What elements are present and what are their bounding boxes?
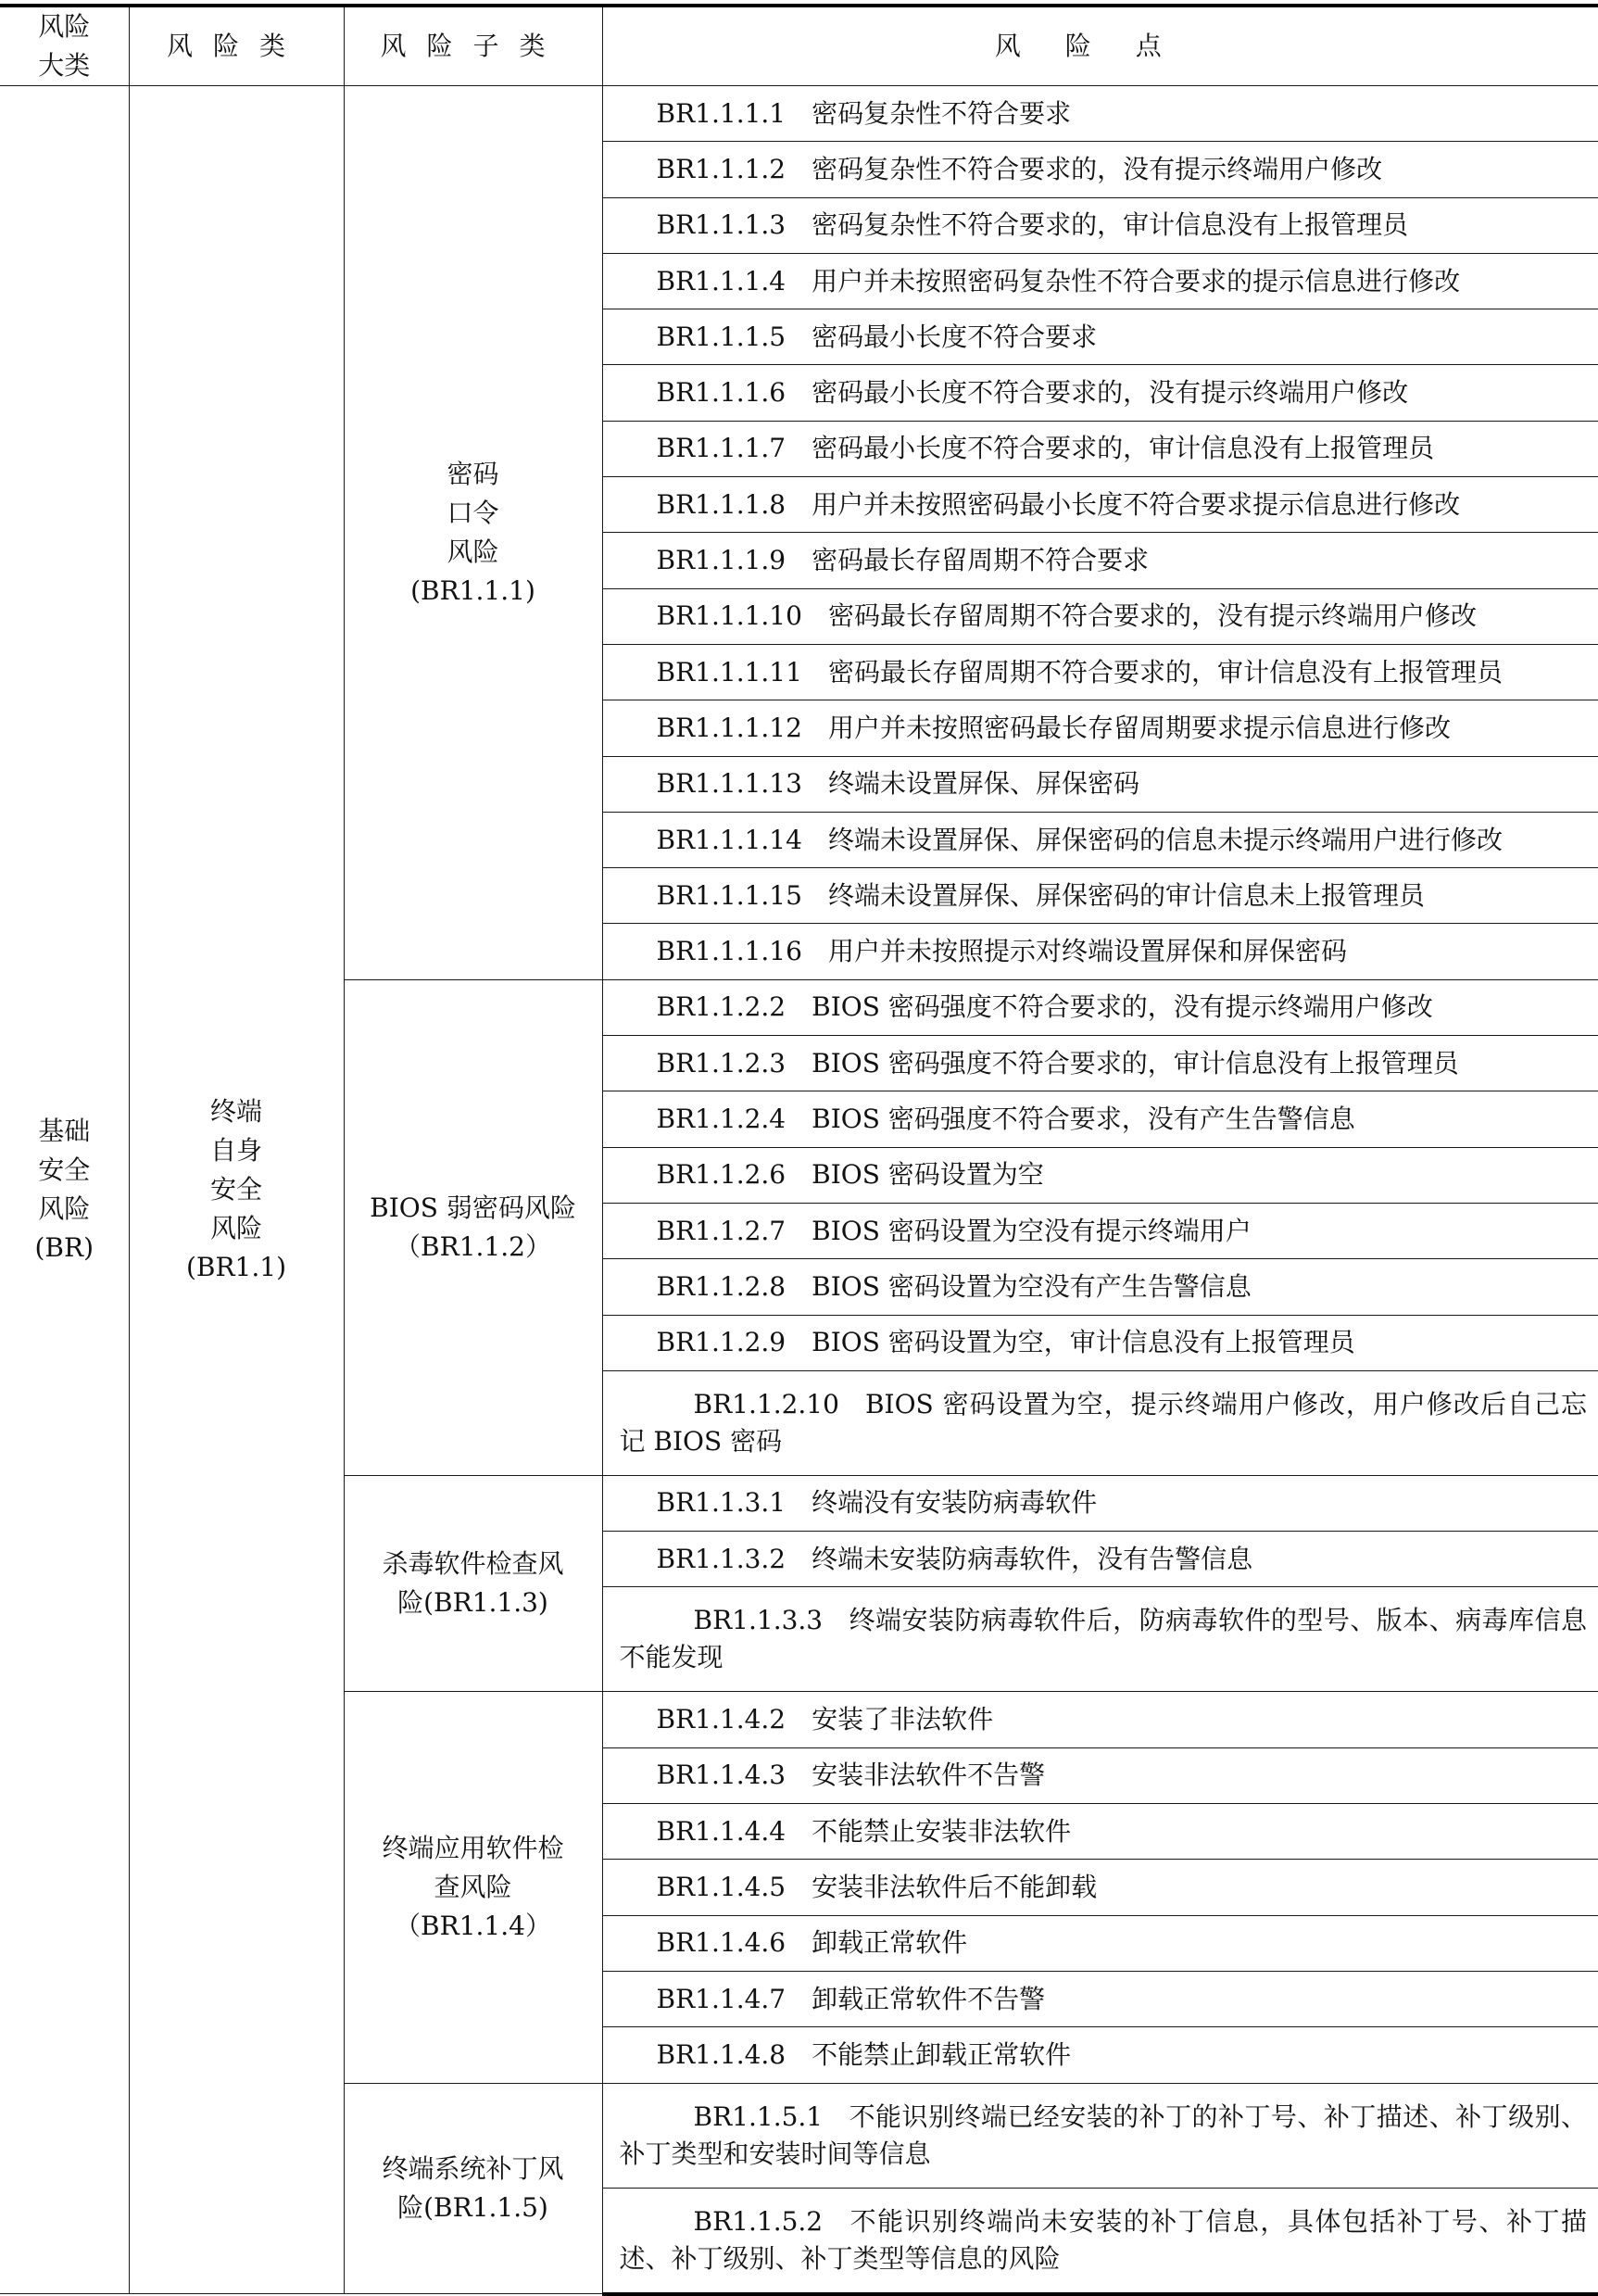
risk-point-cell: [602, 1747, 1598, 1803]
risk-point-text: 不能禁止卸载正常软件: [812, 2038, 1072, 2070]
risk-subclass-cell: 终端系统补丁风 险(BR1.1.5): [344, 2083, 602, 2294]
risk-point-cell: [602, 924, 1598, 979]
risk-point-text: 不能禁止安装非法软件: [812, 1815, 1072, 1847]
risk-point-code: BR1.1.3.3: [693, 1605, 824, 1636]
risk-point-cell: [602, 812, 1598, 867]
table-row: [0, 86, 1598, 142]
risk-point-text: BIOS 密码设置为空，提示终端用户修改，用户修改后自己忘记 BIOS 密码: [619, 1388, 1587, 1457]
risk-point-code: BR1.1.4.8: [656, 2038, 786, 2070]
risk-point-code: BR1.1.1.13: [656, 768, 802, 800]
risk-point-code: BR1.1.1.3: [656, 209, 786, 241]
risk-point-text: BIOS 密码强度不符合要求的，没有提示终端用户修改: [812, 991, 1433, 1023]
risk-point-cell: [602, 1475, 1598, 1531]
risk-point-cell: [602, 868, 1598, 924]
risk-point-code: BR1.1.4.7: [656, 1983, 786, 2014]
risk-point-cell: [602, 1315, 1598, 1370]
risk-point-text: BIOS 密码设置为空没有提示终端用户: [812, 1215, 1252, 1246]
risk-point-text: 终端未设置屏保、屏保密码的信息未提示终端用户进行修改: [827, 824, 1503, 855]
risk-point-code: BR1.1.4.2: [656, 1704, 786, 1735]
risk-point-text: 安装了非法软件: [812, 1704, 994, 1735]
risk-point-code: BR1.1.4.6: [656, 1927, 786, 1959]
risk-point-code: BR1.1.5.1: [693, 2100, 824, 2132]
risk-point-text: 密码最长存留周期不符合要求的，没有提示终端用户修改: [827, 600, 1477, 632]
risk-point-cell: [602, 1915, 1598, 1971]
risk-point-cell: [602, 1587, 1598, 1692]
risk-point-cell: [602, 365, 1598, 421]
risk-point-cell: [602, 142, 1598, 197]
risk-point-cell: [602, 1259, 1598, 1315]
risk-point-code: BR1.1.1.9: [656, 545, 786, 576]
risk-point-cell: [602, 979, 1598, 1035]
risk-point-cell: [602, 1692, 1598, 1747]
risk-point-cell: [602, 700, 1598, 756]
risk-point-text: 密码复杂性不符合要求的，审计信息没有上报管理员: [812, 209, 1409, 241]
risk-point-text: 卸载正常软件不告警: [812, 1983, 1046, 2014]
risk-point-text: BIOS 密码强度不符合要求的，审计信息没有上报管理员: [812, 1047, 1459, 1079]
header-category: 风险 大类: [0, 6, 129, 86]
risk-point-code: BR1.1.3.1: [656, 1487, 786, 1519]
risk-point-text: 用户并未按照密码复杂性不符合要求的提示信息进行修改: [812, 265, 1461, 296]
risk-point-code: BR1.1.1.7: [656, 433, 786, 464]
header-point: 风险点: [602, 6, 1598, 86]
risk-point-code: BR1.1.1.11: [656, 656, 802, 688]
risk-point-code: BR1.1.2.4: [656, 1103, 786, 1134]
risk-point-code: BR1.1.1.6: [656, 377, 786, 409]
risk-subclass-cell: 杀毒软件检查风 险(BR1.1.3): [344, 1475, 602, 1692]
risk-point-code: BR1.1.2.8: [656, 1270, 786, 1302]
risk-point-text: BIOS 密码强度不符合要求，没有产生告警信息: [812, 1103, 1355, 1134]
risk-point-cell: [602, 1971, 1598, 2026]
risk-point-text: 安装非法软件后不能卸载: [812, 1871, 1098, 1902]
risk-point-cell: [602, 477, 1598, 533]
risk-point-text: 密码最小长度不符合要求: [812, 321, 1098, 352]
header-subclass: 风险子类: [344, 6, 602, 86]
risk-point-text: 密码复杂性不符合要求的，没有提示终端用户修改: [812, 153, 1383, 184]
risk-point-code: BR1.1.2.6: [656, 1159, 786, 1191]
risk-point-cell: [602, 197, 1598, 253]
risk-point-cell: [602, 756, 1598, 812]
risk-point-text: 用户并未按照密码最小长度不符合要求提示信息进行修改: [812, 488, 1461, 520]
risk-point-text: BIOS 密码设置为空: [812, 1159, 1044, 1191]
risk-point-cell: [602, 1147, 1598, 1203]
risk-point-code: BR1.1.1.12: [656, 712, 802, 743]
risk-point-cell: [602, 1203, 1598, 1258]
risk-point-text: 终端未设置屏保、屏保密码: [827, 768, 1139, 800]
risk-point-code: BR1.1.4.3: [656, 1760, 786, 1791]
risk-point-cell: [602, 1091, 1598, 1147]
risk-point-code: BR1.1.1.15: [656, 879, 802, 911]
risk-point-code: BR1.1.1.5: [656, 321, 786, 352]
risk-point-text: 不能识别终端尚未安装的补丁信息，具体包括补丁号、补丁描述、补丁级别、补丁类型等信息的风险: [619, 2205, 1587, 2274]
risk-table: [0, 4, 1598, 2296]
risk-point-code: BR1.1.5.2: [693, 2205, 824, 2237]
risk-point-text: 用户并未按照密码最长存留周期要求提示信息进行修改: [827, 712, 1451, 743]
risk-point-cell: [602, 309, 1598, 365]
risk-point-code: BR1.1.4.5: [656, 1871, 786, 1902]
risk-point-cell: [602, 2188, 1598, 2294]
risk-point-code: BR1.1.1.16: [656, 936, 802, 967]
header-class: 风险类: [129, 6, 344, 86]
risk-point-cell: [602, 1370, 1598, 1475]
risk-point-code: BR1.1.4.4: [656, 1815, 786, 1847]
risk-point-code: BR1.1.1.10: [656, 600, 802, 632]
risk-point-cell: [602, 421, 1598, 476]
risk-point-code: BR1.1.2.7: [656, 1215, 786, 1246]
risk-point-text: 卸载正常软件: [812, 1927, 968, 1959]
risk-point-cell: [602, 588, 1598, 644]
risk-point-text: BIOS 密码设置为空没有产生告警信息: [812, 1270, 1252, 1302]
risk-point-cell: [602, 1036, 1598, 1091]
risk-point-code: BR1.1.1.8: [656, 488, 786, 520]
risk-point-cell: [602, 533, 1598, 588]
risk-point-cell: [602, 253, 1598, 309]
risk-point-text: 密码最长存留周期不符合要求: [812, 545, 1150, 576]
risk-point-code: BR1.1.1.2: [656, 153, 786, 184]
risk-point-code: BR1.1.1.1: [656, 97, 786, 129]
risk-point-code: BR1.1.2.10: [693, 1388, 839, 1419]
risk-point-text: 终端没有安装防病毒软件: [812, 1487, 1098, 1519]
risk-subclass-cell: 终端应用软件检 查风险 （BR1.1.4）: [344, 1692, 602, 2083]
risk-point-cell: [602, 86, 1598, 142]
risk-point-text: 密码复杂性不符合要求: [812, 97, 1072, 129]
risk-category-cell: 基础 安全 风险 (BR): [0, 86, 129, 2294]
risk-subclass-cell: BIOS 弱密码风险 （BR1.1.2）: [344, 979, 602, 1475]
risk-subclass-cell: 密码 口令 风险 (BR1.1.1): [344, 86, 602, 980]
risk-point-text: 终端未设置屏保、屏保密码的审计信息未上报管理员: [827, 879, 1425, 911]
risk-point-cell: [602, 2027, 1598, 2083]
risk-point-code: BR1.1.2.3: [656, 1047, 786, 1079]
risk-point-code: BR1.1.1.4: [656, 265, 786, 296]
risk-point-cell: [602, 1532, 1598, 1587]
risk-point-cell: [602, 2083, 1598, 2188]
risk-point-cell: [602, 1804, 1598, 1860]
risk-point-cell: [602, 1860, 1598, 1915]
header-row: [0, 6, 1598, 86]
risk-point-text: 密码最小长度不符合要求的，审计信息没有上报管理员: [812, 433, 1435, 464]
risk-point-text: 安装非法软件不告警: [812, 1760, 1046, 1791]
risk-point-text: 终端未安装防病毒软件，没有告警信息: [812, 1543, 1253, 1574]
risk-point-code: BR1.1.1.14: [656, 824, 802, 855]
risk-point-code: BR1.1.2.9: [656, 1327, 786, 1358]
risk-point-text: 终端安装防病毒软件后，防病毒软件的型号、版本、病毒库信息不能发现: [619, 1605, 1587, 1673]
risk-point-text: 密码最长存留周期不符合要求的，审计信息没有上报管理员: [827, 656, 1503, 688]
risk-point-text: 不能识别终端已经安装的补丁的补丁号、补丁描述、补丁级别、补丁类型和安装时间等信息: [619, 2100, 1587, 2169]
risk-class-cell: 终端 自身 安全 风险 (BR1.1): [129, 86, 344, 2294]
risk-point-code: BR1.1.3.2: [656, 1543, 786, 1574]
risk-point-text: 用户并未按照提示对终端设置屏保和屏保密码: [827, 936, 1347, 967]
risk-point-code: BR1.1.2.2: [656, 991, 786, 1023]
risk-point-text: 密码最小长度不符合要求的，没有提示终端用户修改: [812, 377, 1409, 409]
risk-point-cell: [602, 644, 1598, 700]
risk-point-text: BIOS 密码设置为空，审计信息没有上报管理员: [812, 1327, 1355, 1358]
risk-table-body: [0, 6, 1598, 2294]
